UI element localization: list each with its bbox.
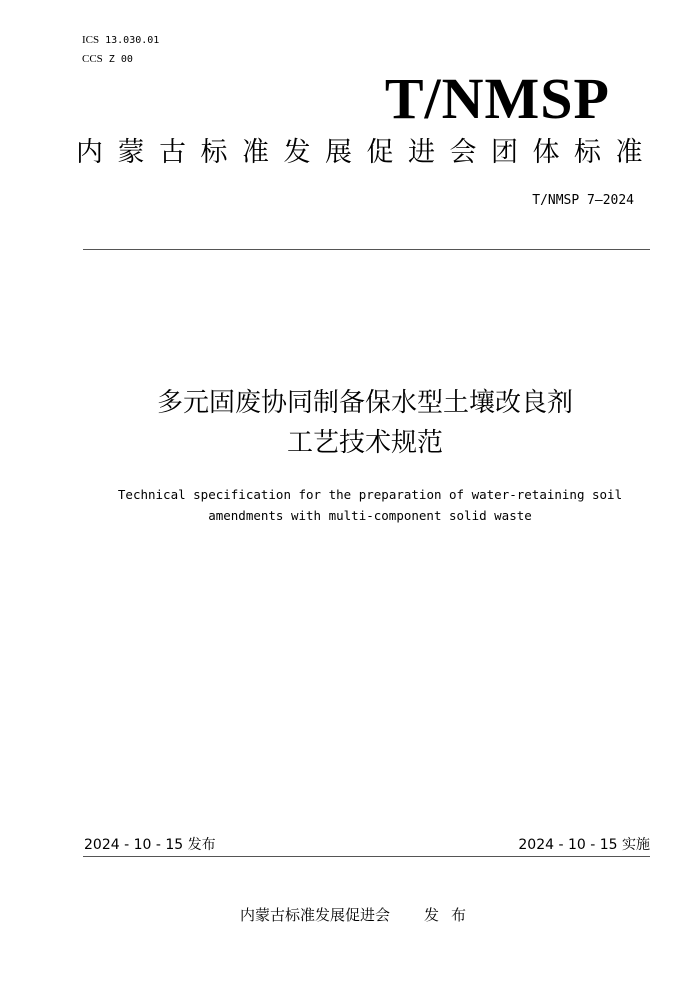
publish-action: 发布 (424, 906, 479, 924)
document-title-english (0, 484, 700, 526)
issue-date: 2024 - 10 - 15 发布 (84, 837, 216, 853)
footer-divider (83, 856, 650, 857)
ccs-code: Z 00 (108, 54, 133, 65)
ccs-label: CCS (82, 53, 103, 65)
standard-number: T/NMSP 7—2024 (532, 193, 634, 208)
organization-standard-title: 内蒙古标准发展促进会团体标准 (76, 137, 657, 168)
document-title-chinese (0, 383, 700, 463)
title-en-line-2: amendments with multi-component solid waste (208, 508, 532, 523)
ccs-classification (82, 52, 133, 67)
title-en-line-1: Technical specification for the preparation of water-retaining soil (117, 487, 623, 502)
title-cn-line-1: 多元固废协同制备保水型土壤改良剂 (156, 388, 573, 418)
publisher-line (240, 905, 478, 925)
standard-logo-text: T/NMSP (384, 66, 610, 131)
header-divider (83, 249, 650, 250)
title-cn-line-2: 工艺技术规范 (286, 428, 443, 458)
implementation-date: 2024 - 10 - 15 实施 (518, 837, 650, 853)
ics-classification (82, 33, 159, 48)
ics-code: 13.030.01 (105, 35, 160, 46)
publisher-name: 内蒙古标准发展促进会 (240, 906, 391, 924)
ics-label: ICS (82, 34, 100, 46)
